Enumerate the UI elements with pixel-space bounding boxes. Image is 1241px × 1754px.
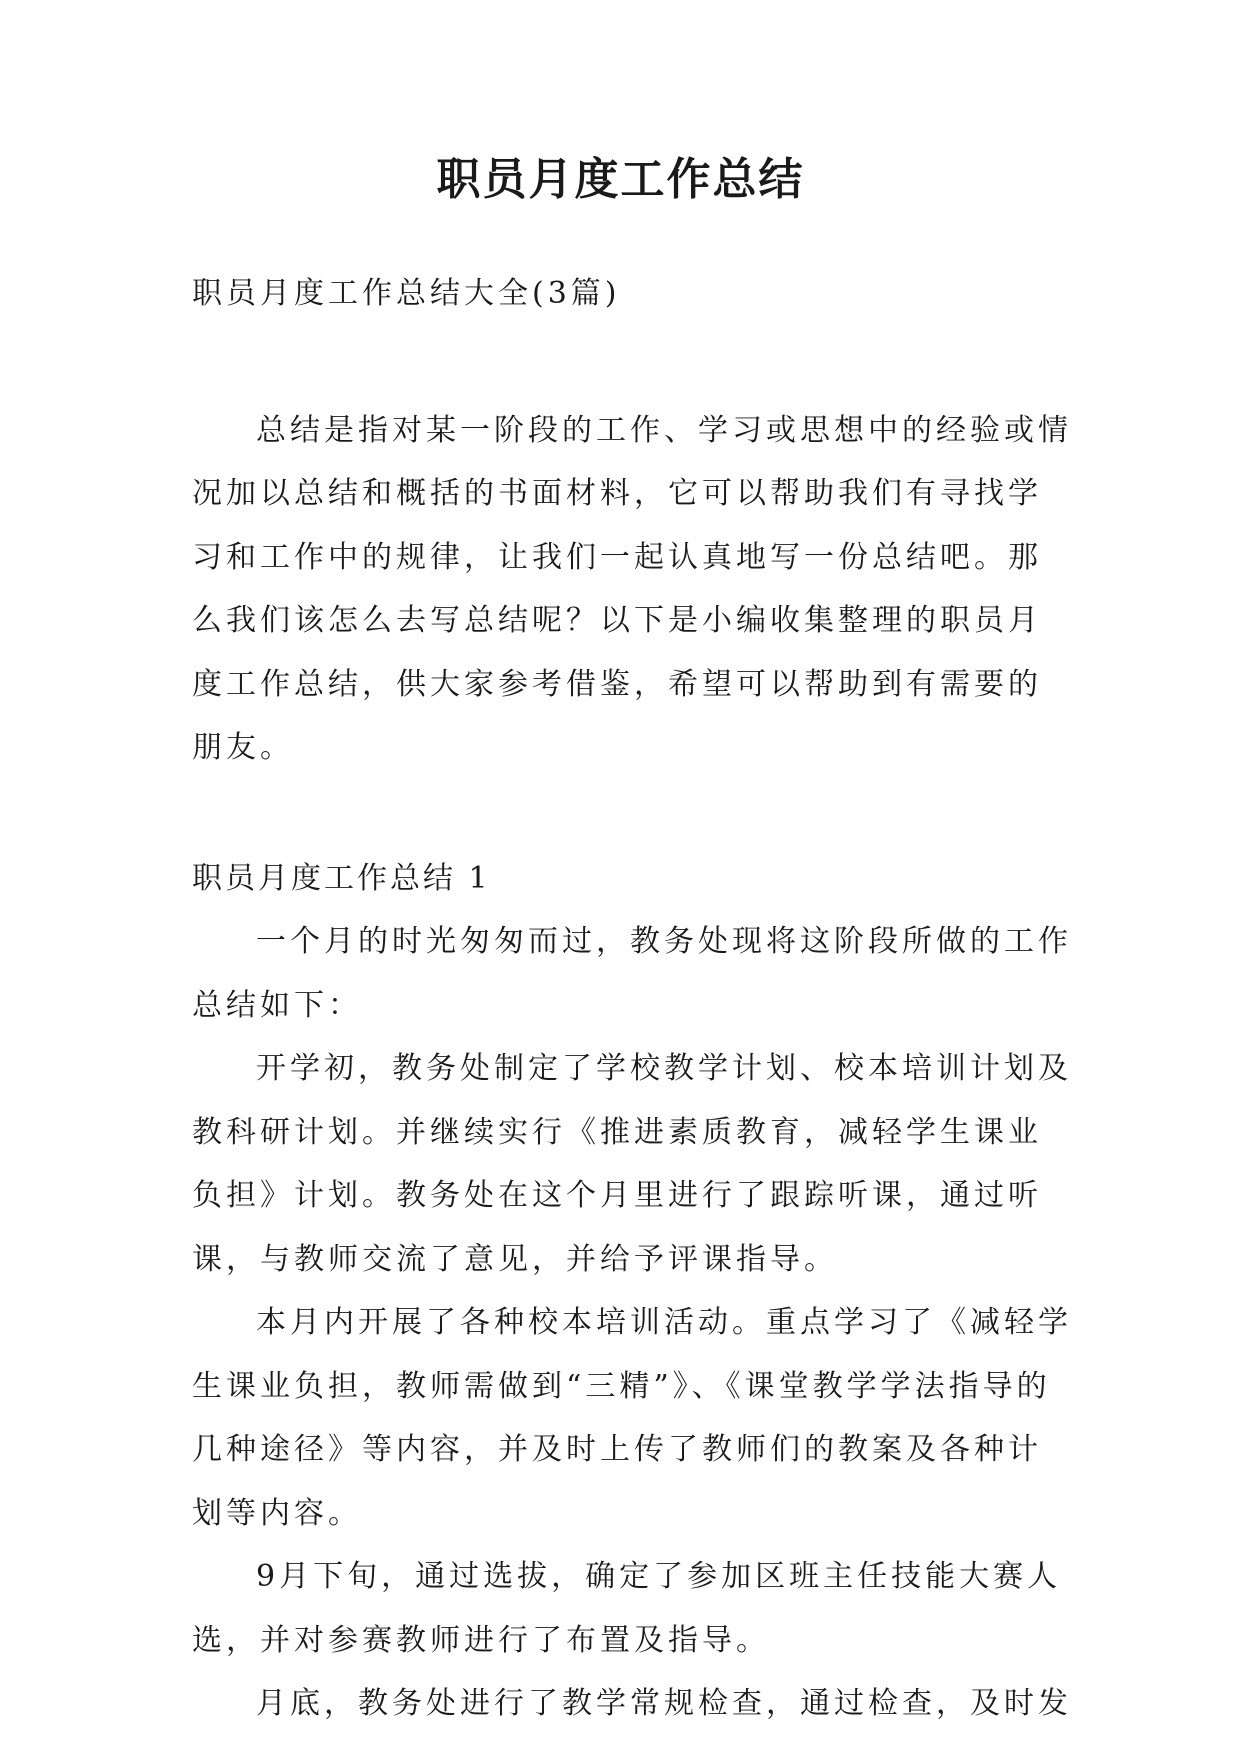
intro-paragraph: 总结是指对某一阶段的工作、学习或思想中的经验或情况加以总结和概括的书面材料，它可以帮助我们有寻找学习和工作中的规律，让我们一起认真地写一份总结吧。那么我们该怎么去写总结呢？以下是小编收集整理的职员月度工作总结，供大家参考借鉴，希望可以帮助到有需要的朋友。 xyxy=(192,412,1072,765)
document-subtitle: 职员月度工作总结大全(3篇) xyxy=(192,276,621,311)
section-heading: 职员月度工作总结 1 xyxy=(192,860,491,896)
body-paragraph: 开学初，教务处制定了学校教学计划、校本培训计划及教科研计划。并继续实行《推进素质教育，减轻学生课业负担》计划。教务处在这个月里进行了跟踪听课，通过听课，与教师交流了意见，并给予评课指导。 xyxy=(192,1051,1072,1277)
document-title: 职员月度工作总结 xyxy=(436,154,805,205)
body-paragraph: 本月内开展了各种校本培训活动。重点学习了《减轻学生课业负担，教师需做到“三精”》、《课堂教学学法指导的几种途径》等内容，并及时上传了教师们的教案及各种计划等内容。 xyxy=(192,1305,1072,1531)
body-paragraph: 9月下旬，通过选拔，确定了参加区班主任技能大赛人选，并对参赛教师进行了布置及指导。 xyxy=(192,1559,1062,1658)
body-paragraph: 一个月的时光匆匆而过，教务处现将这阶段所做的工作总结如下： xyxy=(192,924,1072,1023)
document-body xyxy=(192,262,1072,1736)
body-paragraph: 月底，教务处进行了教学常规检查，通过检查，及时发 xyxy=(256,1686,1072,1721)
